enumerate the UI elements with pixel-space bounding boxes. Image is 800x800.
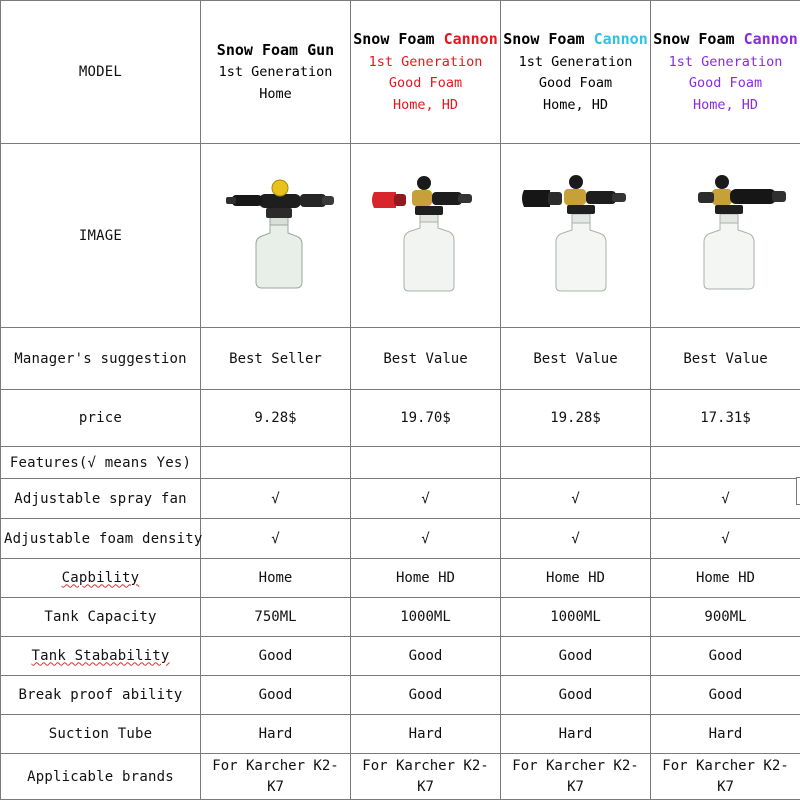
model-title-part1-3: Snow Foam: [503, 29, 585, 48]
product-image-cell-3: [501, 144, 651, 328]
tank-capacity-value-4: 900ML: [651, 598, 800, 637]
table-row-tank-stability: [1, 637, 800, 676]
model-title-part1-2: Snow Foam: [353, 29, 435, 48]
model-title-part2-1: Gun: [307, 40, 335, 59]
model-line-3-1: 1st Generation: [518, 53, 633, 70]
row-label-capbility: Capbility: [1, 559, 201, 598]
model-line-3-3: Home, HD: [542, 96, 609, 113]
model-line-4-3: Home, HD: [692, 96, 759, 113]
suction-tube-value-2: Hard: [351, 715, 501, 754]
row-label-brands: Applicable brands: [1, 754, 201, 800]
row-label-image: IMAGE: [1, 144, 201, 328]
table-row-break-proof: [1, 676, 800, 715]
price-value-1: 9.28$: [201, 390, 351, 447]
model-title-part2-2: Cannon: [443, 29, 498, 48]
capbility-value-2: Home HD: [351, 559, 501, 598]
table-row-tank-capacity: [1, 598, 800, 637]
price-value-3: 19.28$: [501, 390, 651, 447]
brands-value-3: For Karcher K2-K7: [501, 754, 651, 800]
features-empty-4: [651, 447, 800, 479]
table-row-foam-density: [1, 519, 800, 559]
model-line-2-3: Home, HD: [392, 96, 459, 113]
capbility-value-4: Home HD: [651, 559, 800, 598]
capbility-value-3: Home HD: [501, 559, 651, 598]
table-row-brands: [1, 754, 800, 800]
foam-density-value-3: √: [501, 519, 651, 559]
row-label-model: MODEL: [1, 1, 201, 144]
spray-fan-value-3: √: [501, 479, 651, 519]
brands-value-4: For Karcher K2-K7: [651, 754, 800, 800]
spray-fan-value-1: √: [201, 479, 351, 519]
snow-foam-gun-yellow-black-image: [204, 156, 354, 316]
spray-fan-value-2: √: [351, 479, 501, 519]
model-title-part2-3: Cannon: [593, 29, 648, 48]
model-title-part2-4: Cannon: [743, 29, 798, 48]
suggestion-value-2: Best Value: [351, 328, 501, 390]
model-line-1-1: 1st Generation: [218, 64, 333, 81]
table-row-capbility: [1, 559, 800, 598]
row-label-suction-tube: Suction Tube: [1, 715, 201, 754]
row-label-tank-stability: Tank Stabability: [1, 637, 201, 676]
model-line-2-2: Good Foam: [388, 75, 463, 92]
features-empty-2: [351, 447, 501, 479]
tank-capacity-value-2: 1000ML: [351, 598, 501, 637]
brands-value-1: For Karcher K2-K7: [201, 754, 351, 800]
row-label-features: Features(√ means Yes): [1, 447, 201, 479]
tank-capacity-value-3: 1000ML: [501, 598, 651, 637]
model-line-3-2: Good Foam: [538, 75, 613, 92]
row-label-foam-density: Adjustable foam density: [1, 519, 201, 559]
break-proof-value-3: Good: [501, 676, 651, 715]
suction-tube-value-4: Hard: [651, 715, 800, 754]
suggestion-value-1: Best Seller: [201, 328, 351, 390]
product-image-cell-1: [201, 144, 351, 328]
product-image-cell-4: [651, 144, 800, 328]
model-title-part1-4: Snow Foam: [653, 29, 735, 48]
model-cell-3: [501, 1, 651, 144]
table-row-suction-tube: [1, 715, 800, 754]
break-proof-value-4: Good: [651, 676, 800, 715]
tank-stability-value-4: Good: [651, 637, 800, 676]
features-empty-1: [201, 447, 351, 479]
row-label-spray-fan: Adjustable spray fan: [1, 479, 201, 519]
break-proof-value-2: Good: [351, 676, 501, 715]
model-line-2-1: 1st Generation: [368, 53, 483, 70]
model-line-4-2: Good Foam: [688, 75, 763, 92]
price-value-4: 17.31$: [651, 390, 800, 447]
brands-value-2: For Karcher K2-K7: [351, 754, 501, 800]
table-row-features: [1, 447, 800, 479]
foam-density-value-2: √: [351, 519, 501, 559]
suggestion-value-3: Best Value: [501, 328, 651, 390]
suction-tube-value-3: Hard: [501, 715, 651, 754]
model-cell-1: [201, 1, 351, 144]
product-image-cell-2: [351, 144, 501, 328]
suggestion-value-4: Best Value: [651, 328, 800, 390]
tank-stability-value-3: Good: [501, 637, 651, 676]
right-edge-marker: [796, 477, 800, 505]
model-line-4-1: 1st Generation: [668, 53, 783, 70]
snow-foam-cannon-red-image: [354, 156, 504, 316]
break-proof-value-1: Good: [201, 676, 351, 715]
model-title-part1-1: Snow Foam: [216, 40, 299, 59]
table-row-model: [1, 1, 800, 144]
row-label-break-proof: Break proof ability: [1, 676, 201, 715]
price-value-2: 19.70$: [351, 390, 501, 447]
model-cell-4: [651, 1, 800, 144]
model-line-1-2: Home: [259, 85, 292, 102]
table-row-image: [1, 144, 800, 328]
tank-stability-value-2: Good: [351, 637, 501, 676]
features-empty-3: [501, 447, 651, 479]
snow-foam-cannon-black-brass-image: [504, 156, 654, 316]
capbility-value-1: Home: [201, 559, 351, 598]
tank-capacity-value-1: 750ML: [201, 598, 351, 637]
table-row-price: [1, 390, 800, 447]
snow-foam-cannon-black-long-image: [654, 156, 800, 316]
row-label-suggestion: Manager's suggestion: [1, 328, 201, 390]
foam-density-value-1: √: [201, 519, 351, 559]
table-row-spray-fan: [1, 479, 800, 519]
spray-fan-value-4: √: [651, 479, 800, 519]
tank-stability-value-1: Good: [201, 637, 351, 676]
table-row-suggestion: [1, 328, 800, 390]
row-label-price: price: [1, 390, 201, 447]
row-label-tank-capacity: Tank Capacity: [1, 598, 201, 637]
model-cell-2: [351, 1, 501, 144]
suction-tube-value-1: Hard: [201, 715, 351, 754]
foam-density-value-4: √: [651, 519, 800, 559]
